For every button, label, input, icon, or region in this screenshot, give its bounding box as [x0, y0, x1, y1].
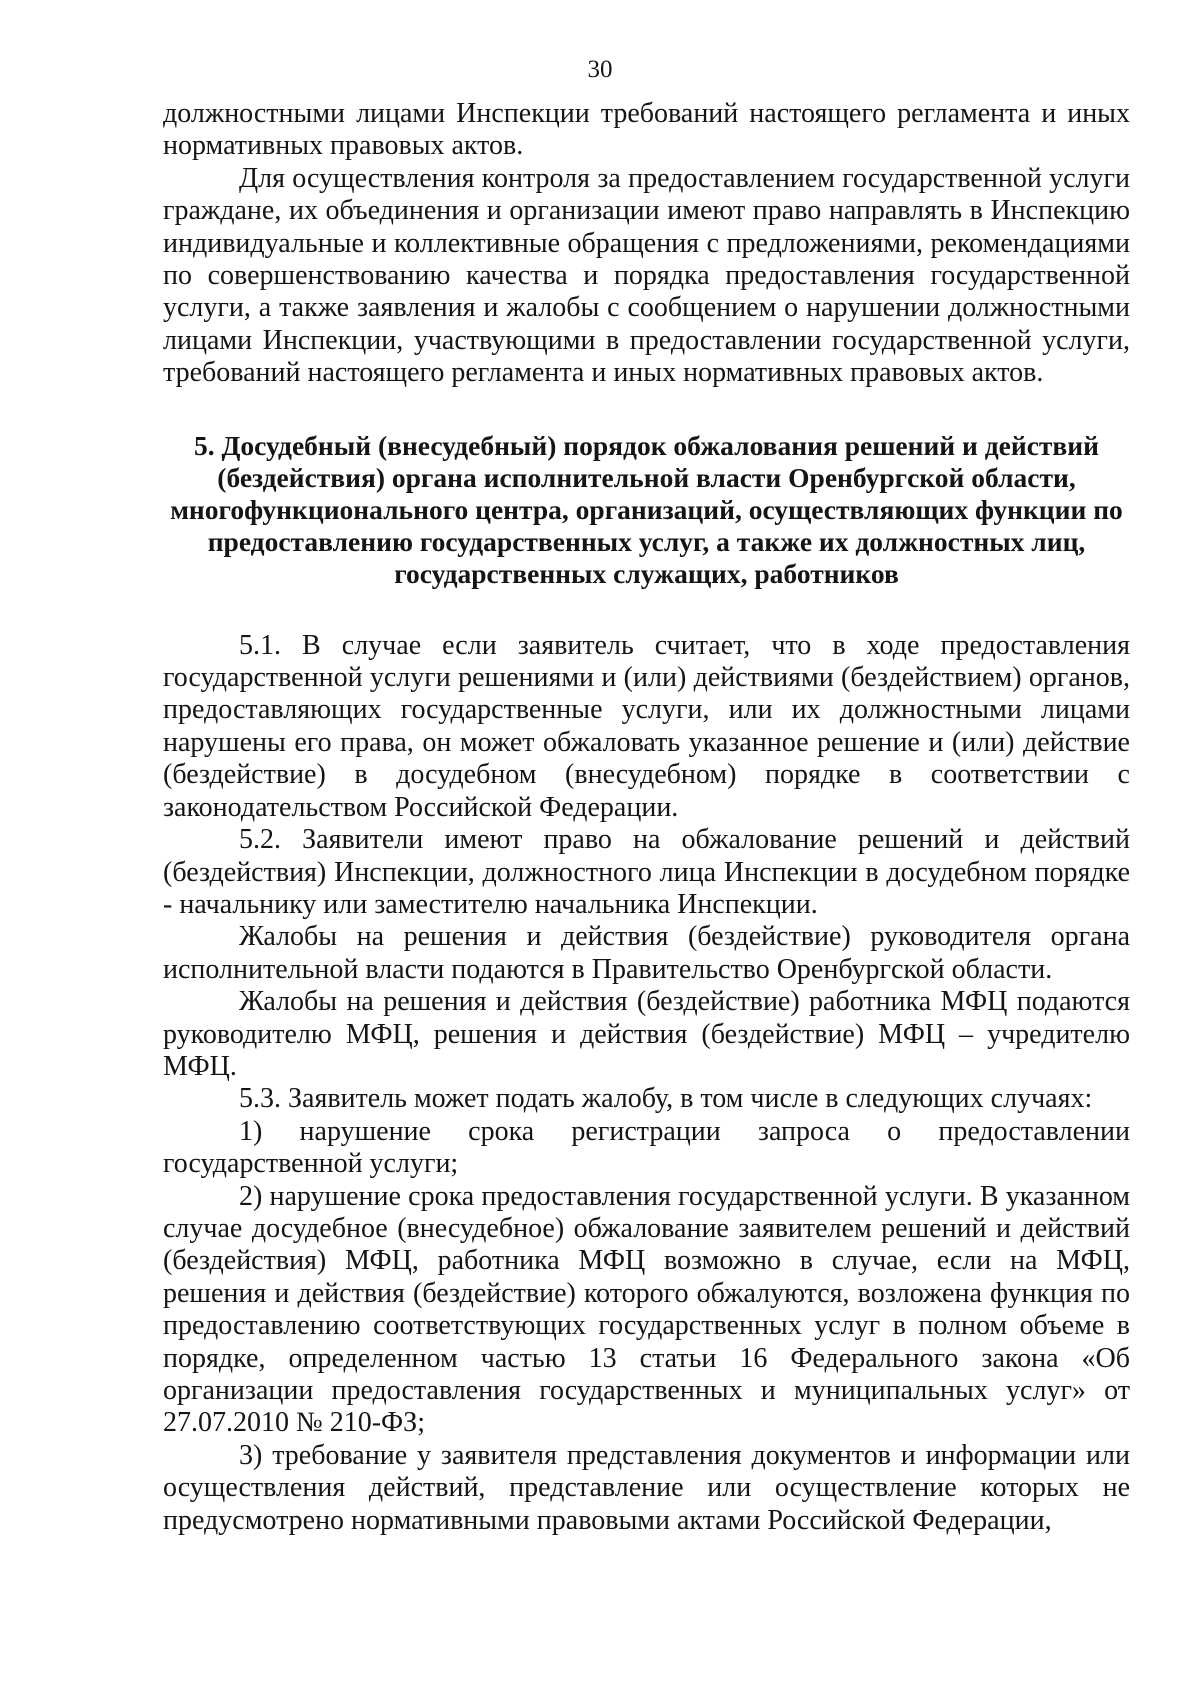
paragraph-5-2-complaints-mfc: Жалобы на решения и действия (бездействие) работника МФЦ подаются руководителю МФЦ, решения и действия (бездействие) МФЦ – учредителю МФЦ. — [163, 986, 1130, 1082]
paragraph-continuation: должностными лицами Инспекции требований настоящего регламента и иных нормативных правовых актов. — [163, 98, 1130, 162]
section-heading: 5. Досудебный (внесудебный) порядок обжалования решений и действий (бездействия) органа исполнительной власти Оренбургской области, многофункционального центра, организаций, осуществляющих функции по предоставлению государственных услуг, а также их должностных лиц, государственных служащих, работников — [170, 429, 1123, 589]
paragraph-5-1: 5.1. В случае если заявитель считает, что в ходе предоставления государственной услуги решениями и (или) действиями (бездействием) органов, предоставляющих государственные услуги, или их должностными лицами нарушены его права, он может обжаловать указанное решение и (или) действие (бездействие) в досудебном (внесудебном) порядке в соответствии с законодательством Российской Федерации. — [163, 629, 1130, 823]
list-item-2: 2) нарушение срока предоставления государственной услуги. В указанном случае досудебное (внесудебное) обжалование заявителем решений и действий (бездействия) МФЦ, работника МФЦ возможно в случае, если на МФЦ, решения и действия (бездействие) которого обжалуются, возложена функция по предоставлению соответствующих государственных услуг в полном объеме в порядке, определенном частью 13 статьи 16 Федерального закона «Об организации предоставления государственных и муниципальных услуг» от 27.07.2010 № 210-ФЗ; — [163, 1180, 1130, 1439]
paragraph-5-3: 5.3. Заявитель может подать жалобу, в том числе в следующих случаях: — [239, 1083, 1093, 1115]
paragraph-control: Для осуществления контроля за предоставлением государственной услуги граждане, их объединения и организации имеют право направлять в Инспекцию индивидуальные и коллективные обращения с предложениями, рекомендациями по совершенствованию качества и порядка предоставления государственной услуги, а также заявления и жалобы с сообщением о нарушении должностными лицами Инспекции, участвующими в предоставлении государственной услуги, требований настоящего регламента и иных нормативных правовых актов. — [163, 162, 1130, 389]
paragraph-5-2: 5.2. Заявители имеют право на обжалование решений и действий (бездействия) Инспекции, должностного лица Инспекции в досудебном порядке - начальнику или заместителю начальника Инспекции. — [163, 824, 1130, 920]
paragraph-5-2-complaints-executive: Жалобы на решения и действия (бездействие) руководителя органа исполнительной власти подаются в Правительство Оренбургской области. — [163, 921, 1130, 985]
list-item-3: 3) требование у заявителя представления документов и информации или осуществления действий, представление или осуществление которых не предусмотрено нормативными правовыми актами Российской Федерации, — [163, 1439, 1130, 1536]
document-body — [163, 98, 1130, 1537]
list-item-1: 1) нарушение срока регистрации запроса о предоставлении государственной услуги; — [163, 1115, 1130, 1180]
page-number: 30 — [587, 56, 613, 83]
